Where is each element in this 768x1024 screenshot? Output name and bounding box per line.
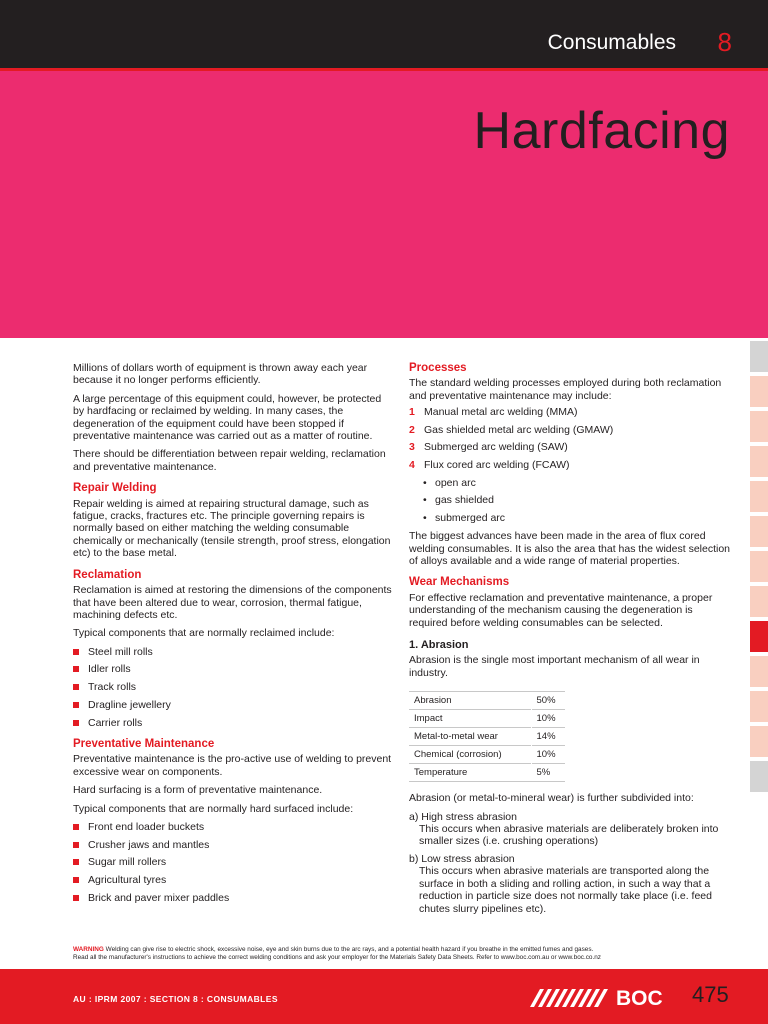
side-tab[interactable]	[750, 516, 768, 547]
bullet-square-icon	[73, 895, 79, 901]
wear-mechanism-table	[409, 691, 565, 782]
repair-welding-heading: Repair Welding	[73, 482, 157, 495]
reclamation-heading: Reclamation	[73, 568, 142, 581]
low-stress-abrasion	[409, 853, 734, 915]
footer-bar	[0, 969, 768, 1024]
reclamation-list-intro: Typical components that are normally reclaimed include:	[73, 627, 335, 640]
list-item	[409, 441, 734, 453]
table-row	[409, 746, 565, 764]
list-number: 1	[409, 406, 415, 419]
section-name: Consumables	[547, 31, 676, 54]
table-row	[409, 764, 565, 782]
logo-text: BOC	[616, 987, 663, 1007]
side-tab[interactable]	[750, 761, 768, 792]
right-column	[409, 362, 734, 920]
list-item	[73, 821, 395, 833]
list-item-label: gas shielded	[435, 494, 494, 507]
processes-outro: The biggest advances have been made in the area of flux cored welding consumables. It is also the area that has the widest selection of alloys available and a wide range of material properties.	[409, 530, 731, 567]
side-tab[interactable]	[750, 691, 768, 722]
table-cell-mechanism: Chemical (corrosion)	[409, 746, 531, 764]
processes-intro: The standard welding processes employed during both reclamation and preventative maintenance may include:	[409, 377, 722, 402]
list-item-label: Sugar mill rollers	[88, 856, 167, 869]
side-tabs	[750, 341, 768, 796]
preventative-text: Preventative maintenance is the pro-active use of welding to prevent excessive wear on components.	[73, 753, 392, 778]
hero-banner	[0, 71, 768, 338]
table-cell-mechanism: Impact	[409, 710, 531, 728]
table-cell-percent: 5%	[531, 764, 565, 782]
bullet-dot-icon: •	[423, 511, 427, 524]
processes-heading: Processes	[409, 362, 467, 374]
bullet-square-icon	[73, 824, 79, 830]
list-item	[409, 424, 734, 436]
side-tab[interactable]	[750, 726, 768, 757]
list-item-label: Idler rolls	[88, 663, 131, 676]
boc-logo-icon	[530, 985, 680, 1007]
abrasion-subdivided: Abrasion (or metal-to-mineral wear) is further subdivided into:	[409, 792, 694, 805]
side-tab[interactable]	[750, 376, 768, 407]
list-number: 4	[409, 459, 415, 471]
list-item	[73, 856, 395, 868]
bullet-square-icon	[73, 720, 79, 726]
list-item-label: Front end loader buckets	[88, 820, 205, 833]
list-item-label: Submerged arc welding (SAW)	[424, 441, 568, 454]
list-item-label: Dragline jewellery	[88, 698, 171, 711]
list-item	[73, 839, 395, 851]
warning-label: WARNING	[73, 946, 104, 953]
bullet-square-icon	[73, 842, 79, 848]
side-tab[interactable]	[750, 411, 768, 442]
hard-surfaced-components-list	[73, 821, 395, 904]
list-item-label: open arc	[435, 476, 476, 489]
table-row	[409, 728, 565, 746]
safety-warning	[73, 946, 703, 962]
table-cell-percent: 10%	[531, 710, 565, 728]
side-tab[interactable]	[750, 341, 768, 372]
side-tab[interactable]	[750, 481, 768, 512]
side-tab[interactable]	[750, 656, 768, 687]
bullet-square-icon	[73, 649, 79, 655]
abrasion-heading: 1. Abrasion	[409, 639, 469, 652]
bullet-square-icon	[73, 877, 79, 883]
table-row	[409, 692, 565, 710]
list-item	[73, 699, 395, 711]
table-cell-mechanism: Abrasion	[409, 692, 531, 710]
list-item	[73, 874, 395, 886]
list-item-label: Steel mill rolls	[88, 645, 153, 658]
list-item-label: Agricultural tyres	[88, 874, 167, 887]
list-item-label: Flux cored arc welding (FCAW)	[424, 459, 570, 471]
top-bar	[0, 0, 768, 68]
bullet-square-icon	[73, 859, 79, 865]
reclaimed-components-list	[73, 646, 395, 729]
bullet-square-icon	[73, 684, 79, 690]
warning-line-1: Welding can give rise to electric shock, excessive noise, eye and skin burns due to the arc rays, and a potential health hazard if you breathe in the emitted fumes and gases.	[105, 946, 594, 953]
table-row	[409, 710, 565, 728]
table-cell-mechanism: Temperature	[409, 764, 531, 782]
section-number: 8	[717, 27, 732, 57]
list-number: 2	[409, 423, 415, 436]
bullet-dot-icon: •	[423, 494, 427, 507]
side-tab[interactable]	[750, 446, 768, 477]
footer-text: AU : IPRM 2007 : SECTION 8 : CONSUMABLES	[73, 994, 278, 1004]
intro-paragraph: Millions of dollars worth of equipment is thrown away each year because it no longer performs efficiently.	[73, 362, 368, 387]
reclamation-text: Reclamation is aimed at restoring the dimensions of the components that have been altered due to wear, corrosion, thermal fatigue, machining defects etc.	[73, 584, 392, 621]
table-cell-percent: 50%	[531, 692, 565, 710]
left-column	[73, 362, 395, 910]
list-item-label: Track rolls	[88, 681, 137, 694]
list-item	[73, 717, 395, 729]
processes-list	[409, 406, 734, 471]
intro-paragraph: There should be differentiation between repair welding, reclamation and preventative maintenance.	[73, 448, 386, 473]
wear-intro: For effective reclamation and preventative maintenance, a proper understanding of the mechanism causing the degeneration is required before welding consumables can be selected.	[409, 591, 713, 629]
list-item-label: Carrier rolls	[88, 716, 143, 729]
preventative-list-intro: Typical components that are normally hard surfaced include:	[73, 802, 354, 815]
list-number: 3	[409, 441, 415, 454]
side-tab-active[interactable]	[750, 621, 768, 652]
list-item	[423, 494, 734, 506]
list-item-label: Manual metal arc welding (MMA)	[424, 406, 578, 419]
table-cell-percent: 10%	[531, 746, 565, 764]
fcaw-subtypes-list	[423, 477, 734, 525]
list-item	[423, 512, 734, 524]
wear-mechanisms-heading: Wear Mechanisms	[409, 576, 510, 589]
abrasion-text: Abrasion is the single most important mechanism of all wear in industry.	[409, 654, 700, 679]
list-item-label: Brick and paver mixer paddles	[88, 891, 230, 904]
list-item	[409, 459, 734, 471]
list-item-label: submerged arc	[435, 511, 506, 524]
list-item-label: Crusher jaws and mantles	[88, 838, 210, 851]
bullet-square-icon	[73, 666, 79, 672]
table-cell-mechanism: Metal-to-metal wear	[409, 728, 531, 746]
list-item-label: Gas shielded metal arc welding (GMAW)	[424, 423, 614, 436]
side-tab[interactable]	[750, 586, 768, 617]
sub-item-label: a) High stress abrasion	[409, 810, 517, 823]
list-item	[73, 892, 395, 904]
list-item	[409, 406, 734, 418]
list-item	[73, 663, 395, 675]
sub-item-label: b) Low stress abrasion	[409, 852, 515, 865]
table-cell-percent: 14%	[531, 728, 565, 746]
page-number: 475	[692, 982, 729, 1007]
list-item	[423, 477, 734, 489]
sub-item-text: This occurs when abrasive materials are deliberately broken into smaller sizes (i.e. crushing operations)	[419, 823, 719, 848]
repair-welding-text: Repair welding is aimed at repairing structural damage, such as fatigue, cracks, fractures etc. The principle governing repairs is normally based on either matching the welding consumable chemically or mechanically (tensile strength, proof stress, elongation etc) to the base metal.	[73, 497, 391, 560]
side-tab[interactable]	[750, 551, 768, 582]
bullet-dot-icon: •	[423, 476, 427, 489]
list-item	[73, 681, 395, 693]
preventative-heading: Preventative Maintenance	[73, 737, 215, 750]
list-item	[73, 646, 395, 658]
page-title: Hardfacing	[473, 102, 730, 160]
bullet-square-icon	[73, 702, 79, 708]
warning-line-2: Read all the manufacturer's instructions to achieve the correct welding conditions and ask your employer for the Materials Safety Data Sheets. Refer to www.boc.com.au or www.boc.co.nz	[73, 954, 601, 961]
preventative-text-2: Hard surfacing is a form of preventative maintenance.	[73, 784, 323, 797]
intro-paragraph: A large percentage of this equipment could, however, be protected by hardfacing or reclaimed by welding. In many cases, the degeneration of the equipment could have been stopped if preventative maintenance was carried out as a matter of routine.	[73, 392, 382, 443]
high-stress-abrasion	[409, 811, 734, 848]
sub-item-text: This occurs when abrasive materials are transported along the surface in both a sliding and rolling action, in such a way that a reduction in particle size does not normally take place (i.e. feed chutes slurry pipelines etc).	[419, 865, 712, 915]
